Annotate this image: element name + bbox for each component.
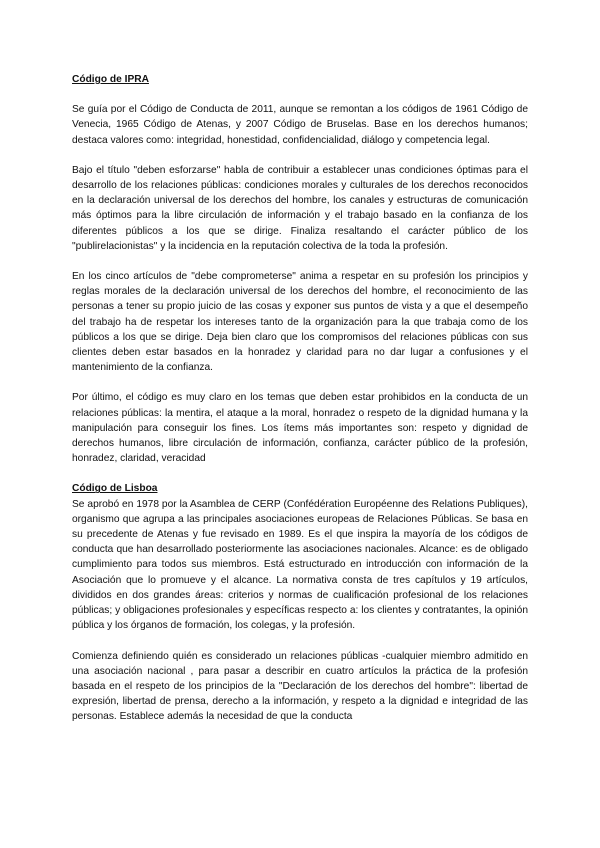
spacer	[72, 87, 528, 102]
paragraph-lisboa-2: Comienza definiendo quién es considerado un relaciones públicas -cualquier miembro admitido en una asociación nacional , para pasar a describir en cuatro artículos la práctica de la profesión basada en el respeto de los principios de la "Declaración de los derechos del hombre": libertad de expresión, libertad de prensa, derecho a la información, y respeto a la dignidad e integridad de las personas. Establece además la necesidad de que la conducta	[72, 650, 528, 723]
heading-ipra: Código de IPRA	[72, 74, 149, 85]
document-page	[72, 72, 528, 725]
paragraph-ipra-1: Se guía por el Código de Conducta de 2011, aunque se remontan a los códigos de 1961 Código de Venecia, 1965 Código de Atenas, y 2007 Código de Bruselas. Base en los derechos humanos; destaca valores como: integridad, honestidad, confidencialidad, diálogo y competencia legal.	[72, 104, 528, 146]
paragraph-lisboa-1: Se aprobó en 1978 por la Asamblea de CERP (Confédération Européenne des Relations Publiques), organismo que agrupa a las principales asociaciones europeas de Relaciones Públicas. Se basa en su precedente de Atenas y fue revisado en 1989. Es el que inspira la mayoría de los códigos de conducta que han desarrollado posteriormente las asociaciones nacionales. Alcance: es de obligado cumplimiento para todos sus miembros. Está estructurado en introducción con información de la Asociación que lo promueve y el alcance. La normativa consta de tres capítulos y 19 artículos, divididos en dos grandes áreas: criterios y normas de cualificación profesional de los relaciones públicas; y obligaciones profesionales y específicas respecto a: los clientes y contratantes, la opinión pública y los órganos de formación, los colegas, y la profesión.	[72, 498, 528, 632]
spacer	[72, 634, 528, 649]
paragraph-ipra-2: Bajo el título "deben esforzarse" habla de contribuir a establecer unas condiciones óptimas para el desarrollo de los relaciones públicas: condiciones morales y culturales de los derechos reconocidos en la declaración universal de los derechos del hombre, los canales y estructuras de comunicación más óptimos para la libre circulación de información y el trabajo basado en la confianza de los diferentes públicos a los que se dirige. Finaliza resaltando el carácter público de los "publirelacionistas" y la incidencia en la reputación colectiva de la toda la profesión.	[72, 164, 528, 252]
spacer	[72, 148, 528, 163]
spacer	[72, 375, 528, 390]
spacer	[72, 254, 528, 269]
heading-lisboa: Código de Lisboa	[72, 483, 158, 495]
spacer	[72, 466, 528, 481]
paragraph-ipra-3: En los cinco artículos de "debe comprometerse" anima a respetar en su profesión los principios y reglas morales de la declaración universal de los derechos del hombre, el reconocimiento de las personas a tener su propio juicio de las cosas y exponer sus puntos de vista y a que el desempeño del trabajo ha de respetar los intereses tanto de la organización para la que trabaja como de los públicos a los que se dirige. Deja bien claro que los compromisos del relaciones públicas con sus clientes deben estar basados en la honradez y claridad para no dar lugar a confusiones y el mantenimiento de la confianza.	[72, 271, 528, 374]
paragraph-ipra-4: Por último, el código es muy claro en los temas que deben estar prohibidos en la conducta de un relaciones públicas: la mentira, el ataque a la moral, honradez o respeto de la dignidad humana y la manipulación para conseguir los fines. Los ítems más importantes son: respeto y dignidad de derechos humanos, libre circulación de información, confianza, carácter público de la profesión, honradez, claridad, veracidad	[72, 392, 528, 465]
